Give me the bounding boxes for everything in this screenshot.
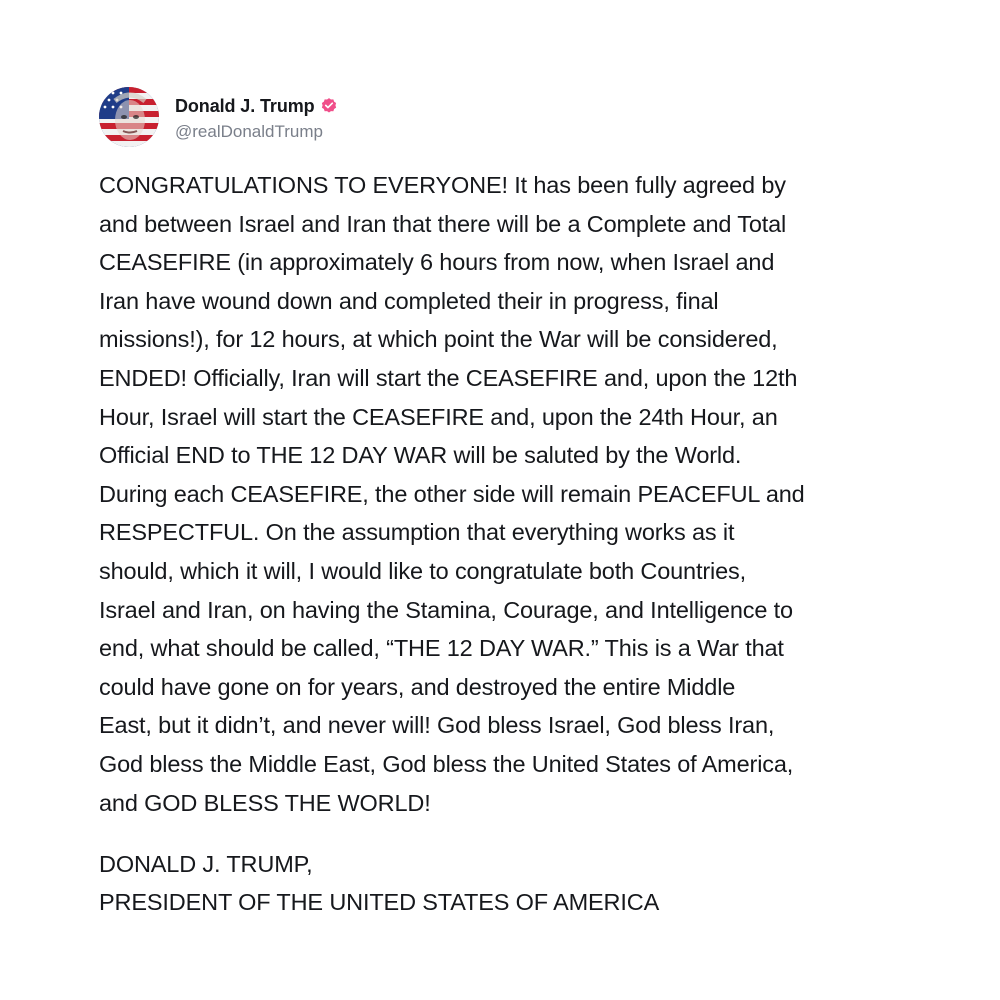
avatar[interactable] — [99, 87, 159, 147]
post-body-line: CONGRATULATIONS TO EVERYONE! It has been fully agreed by — [99, 172, 786, 198]
post-body-line: CEASEFIRE (in approximately 6 hours from now, when Israel and — [99, 249, 775, 276]
post-body-line: could have gone on for years, and destroyed the entire Middle — [99, 673, 736, 700]
avatar-flag-portrait-icon — [99, 87, 159, 147]
signature-name: DONALD J. TRUMP, — [99, 851, 313, 878]
post-body-line: missions!), for 12 hours, at which point the War will be considered, — [99, 326, 778, 353]
author-names — [175, 92, 338, 142]
post-body-line: Israel and Iran, on having the Stamina, Courage, and Intelligence to — [99, 596, 793, 623]
post-body-line: Iran have wound down and completed their in progress, final — [99, 287, 719, 314]
display-name[interactable]: Donald J. Trump — [175, 95, 315, 116]
post-body-line: Official END to THE 12 DAY WAR will be saluted by the World. — [99, 442, 742, 469]
post-body-line: God bless the Middle East, God bless the United States of America, — [99, 750, 794, 777]
post-body-line: ENDED! Officially, Iran will start the CEASEFIRE and, upon the 12th — [99, 364, 798, 391]
post-body — [99, 166, 919, 822]
post-card — [99, 86, 919, 921]
post-body-line: During each CEASEFIRE, the other side will remain PEACEFUL and — [99, 480, 805, 507]
post-body-line: and GOD BLESS THE WORLD! — [99, 789, 431, 816]
signature-title: PRESIDENT OF THE UNITED STATES OF AMERICA — [99, 889, 660, 916]
post-body-line: and between Israel and Iran that there will be a Complete and Total — [99, 210, 787, 237]
post-body-line: should, which it will, I would like to congratulate both Countries, — [99, 557, 746, 584]
post-body-line: East, but it didn’t, and never will! God bless Israel, God bless Iran, — [99, 712, 775, 739]
post-signature — [99, 845, 919, 921]
post-header — [99, 86, 919, 148]
author-handle[interactable]: @realDonaldTrump — [175, 122, 323, 141]
post-body-line: Hour, Israel will start the CEASEFIRE and, upon the 24th Hour, an — [99, 403, 778, 430]
post-body-line: end, what should be called, “THE 12 DAY WAR.” This is a War that — [99, 635, 784, 662]
post-body-line: RESPECTFUL. On the assumption that everything works as it — [99, 519, 735, 546]
display-name-row — [175, 92, 338, 120]
verified-badge-icon — [320, 97, 338, 115]
